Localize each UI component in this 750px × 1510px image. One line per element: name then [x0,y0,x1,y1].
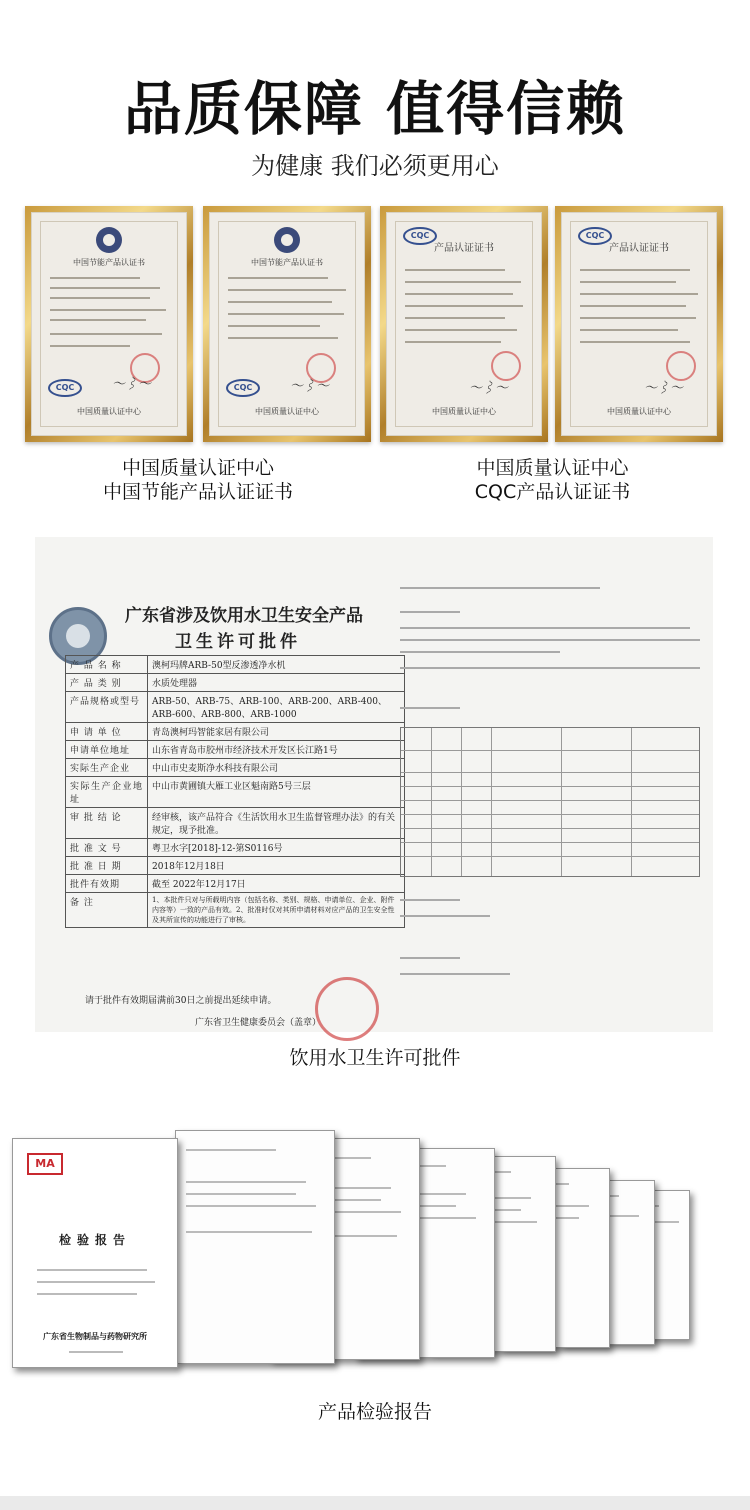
row-value: 粤卫水字[2018]-12-第S0116号 [148,839,405,857]
cert-heading: 中国节能产品认证书 [73,258,145,267]
cqc-logo: CQC [48,379,82,397]
permit-subheading: 卫生许可批件 [175,632,301,652]
certificate-frame-3 [380,206,548,442]
table-row [66,857,405,875]
report-page [175,1130,335,1364]
reports-caption: 产品检验报告 [317,1401,432,1423]
certificate-frame-2 [203,206,371,442]
row-key: 批 准 文 号 [66,839,148,857]
permit-issuer: 广东省卫生健康委员会（盖章） [195,1018,322,1028]
cert-heading: 产品认证证书 [609,243,669,254]
hero-subtitle: 为健康 我们必须更用心 [251,152,499,180]
report-title: 检验报告 [58,1233,131,1247]
table-row [66,741,405,759]
permit-table [65,655,405,928]
table-row [66,839,405,857]
cqc-logo: CQC [403,227,437,245]
signature: 〜⌇〜 [469,381,509,396]
cert-footer: 中国质量认证中心 [607,407,671,416]
caption-line: CQC产品认证证书 [474,481,631,503]
row-value: 水质处理器 [148,674,405,692]
row-key: 审 批 结 论 [66,808,148,839]
hygiene-permit-document [35,537,713,1032]
row-key: 申请单位地址 [66,741,148,759]
red-stamp-icon [315,977,379,1041]
row-value: 山东省青岛市胶州市经济技术开发区长江路1号 [148,741,405,759]
row-key: 产品规格或型号 [66,692,148,723]
row-value: 1、本批件只对与所载明内容（包括名称、类别、规格、申请单位、企业、附件内容等）一致的产品有效。2、批准时仅对其所申请材料对应产品的卫生安全性及其所宣传的功能进行了审核。 [148,893,405,928]
row-value: 澳柯玛牌ARB-50型反渗透净水机 [148,656,405,674]
inspection-reports [0,1120,750,1400]
hero-title: 品质保障 值得信赖 [123,75,627,143]
cqc-logo: CQC [578,227,612,245]
caption-line: 中国质量认证中心 [476,457,629,479]
row-value: 中山市史麦斯净水科技有限公司 [148,759,405,777]
permit-note: 请于批件有效期届满前30日之前提出延续申请。 [85,996,277,1006]
row-key: 实际生产企业 [66,759,148,777]
certificate-caption-right [380,456,725,504]
report-cover [12,1138,178,1368]
row-key: 批 准 日 期 [66,857,148,875]
table-row [66,723,405,741]
table-row [66,808,405,839]
cert-footer: 中国质量认证中心 [77,407,141,416]
ma-logo: MA [27,1153,63,1175]
row-value: 经审核，该产品符合《生活饮用水卫生监督管理办法》的有关规定，现予批准。 [148,808,405,839]
certificate-frame-4 [555,206,723,442]
caption-line: 中国节能产品认证证书 [102,481,293,503]
row-key: 产 品 名 称 [66,656,148,674]
signature: 〜⌇〜 [112,377,152,392]
permit-heading: 广东省涉及饮用水卫生安全产品 [125,606,363,626]
permit-attachment-page [390,577,710,1017]
row-key: 备 注 [66,893,148,928]
row-key: 申 请 单 位 [66,723,148,741]
cert-footer: 中国质量认证中心 [432,407,496,416]
component-table [400,727,700,877]
permit-caption: 饮用水卫生许可批件 [289,1047,461,1069]
table-row [66,656,405,674]
row-value: 中山市黄圃镇大雁工业区魁南路5号三层 [148,777,405,808]
cqc-logo: CQC [226,379,260,397]
report-issuer: 广东省生物制品与药物研究所 [43,1332,147,1341]
table-row [66,875,405,893]
table-row [66,692,405,723]
footer-strip [0,1496,750,1510]
row-key: 产 品 类 别 [66,674,148,692]
cert-emblem-icon [96,227,122,253]
row-value: ARB-50、ARB-75、ARB-100、ARB-200、ARB-400、ARB-600、ARB-800、ARB-1000 [148,692,405,723]
row-value: 2018年12月18日 [148,857,405,875]
table-row [66,893,405,928]
row-value: 截至 2022年12月17日 [148,875,405,893]
table-row [66,759,405,777]
cert-heading: 产品认证证书 [434,243,494,254]
row-key: 批件有效期 [66,875,148,893]
certificate-caption-left [25,456,371,504]
row-key: 实际生产企业地址 [66,777,148,808]
certificate-frame-1 [25,206,193,442]
signature: 〜⌇〜 [290,379,330,394]
caption-line: 中国质量认证中心 [121,457,274,479]
table-row [66,777,405,808]
cert-heading: 中国节能产品认证书 [251,258,323,267]
cert-footer: 中国质量认证中心 [255,407,319,416]
table-row [66,674,405,692]
cert-emblem-icon [274,227,300,253]
row-value: 青岛澳柯玛智能家居有限公司 [148,723,405,741]
signature: 〜⌇〜 [644,381,684,396]
